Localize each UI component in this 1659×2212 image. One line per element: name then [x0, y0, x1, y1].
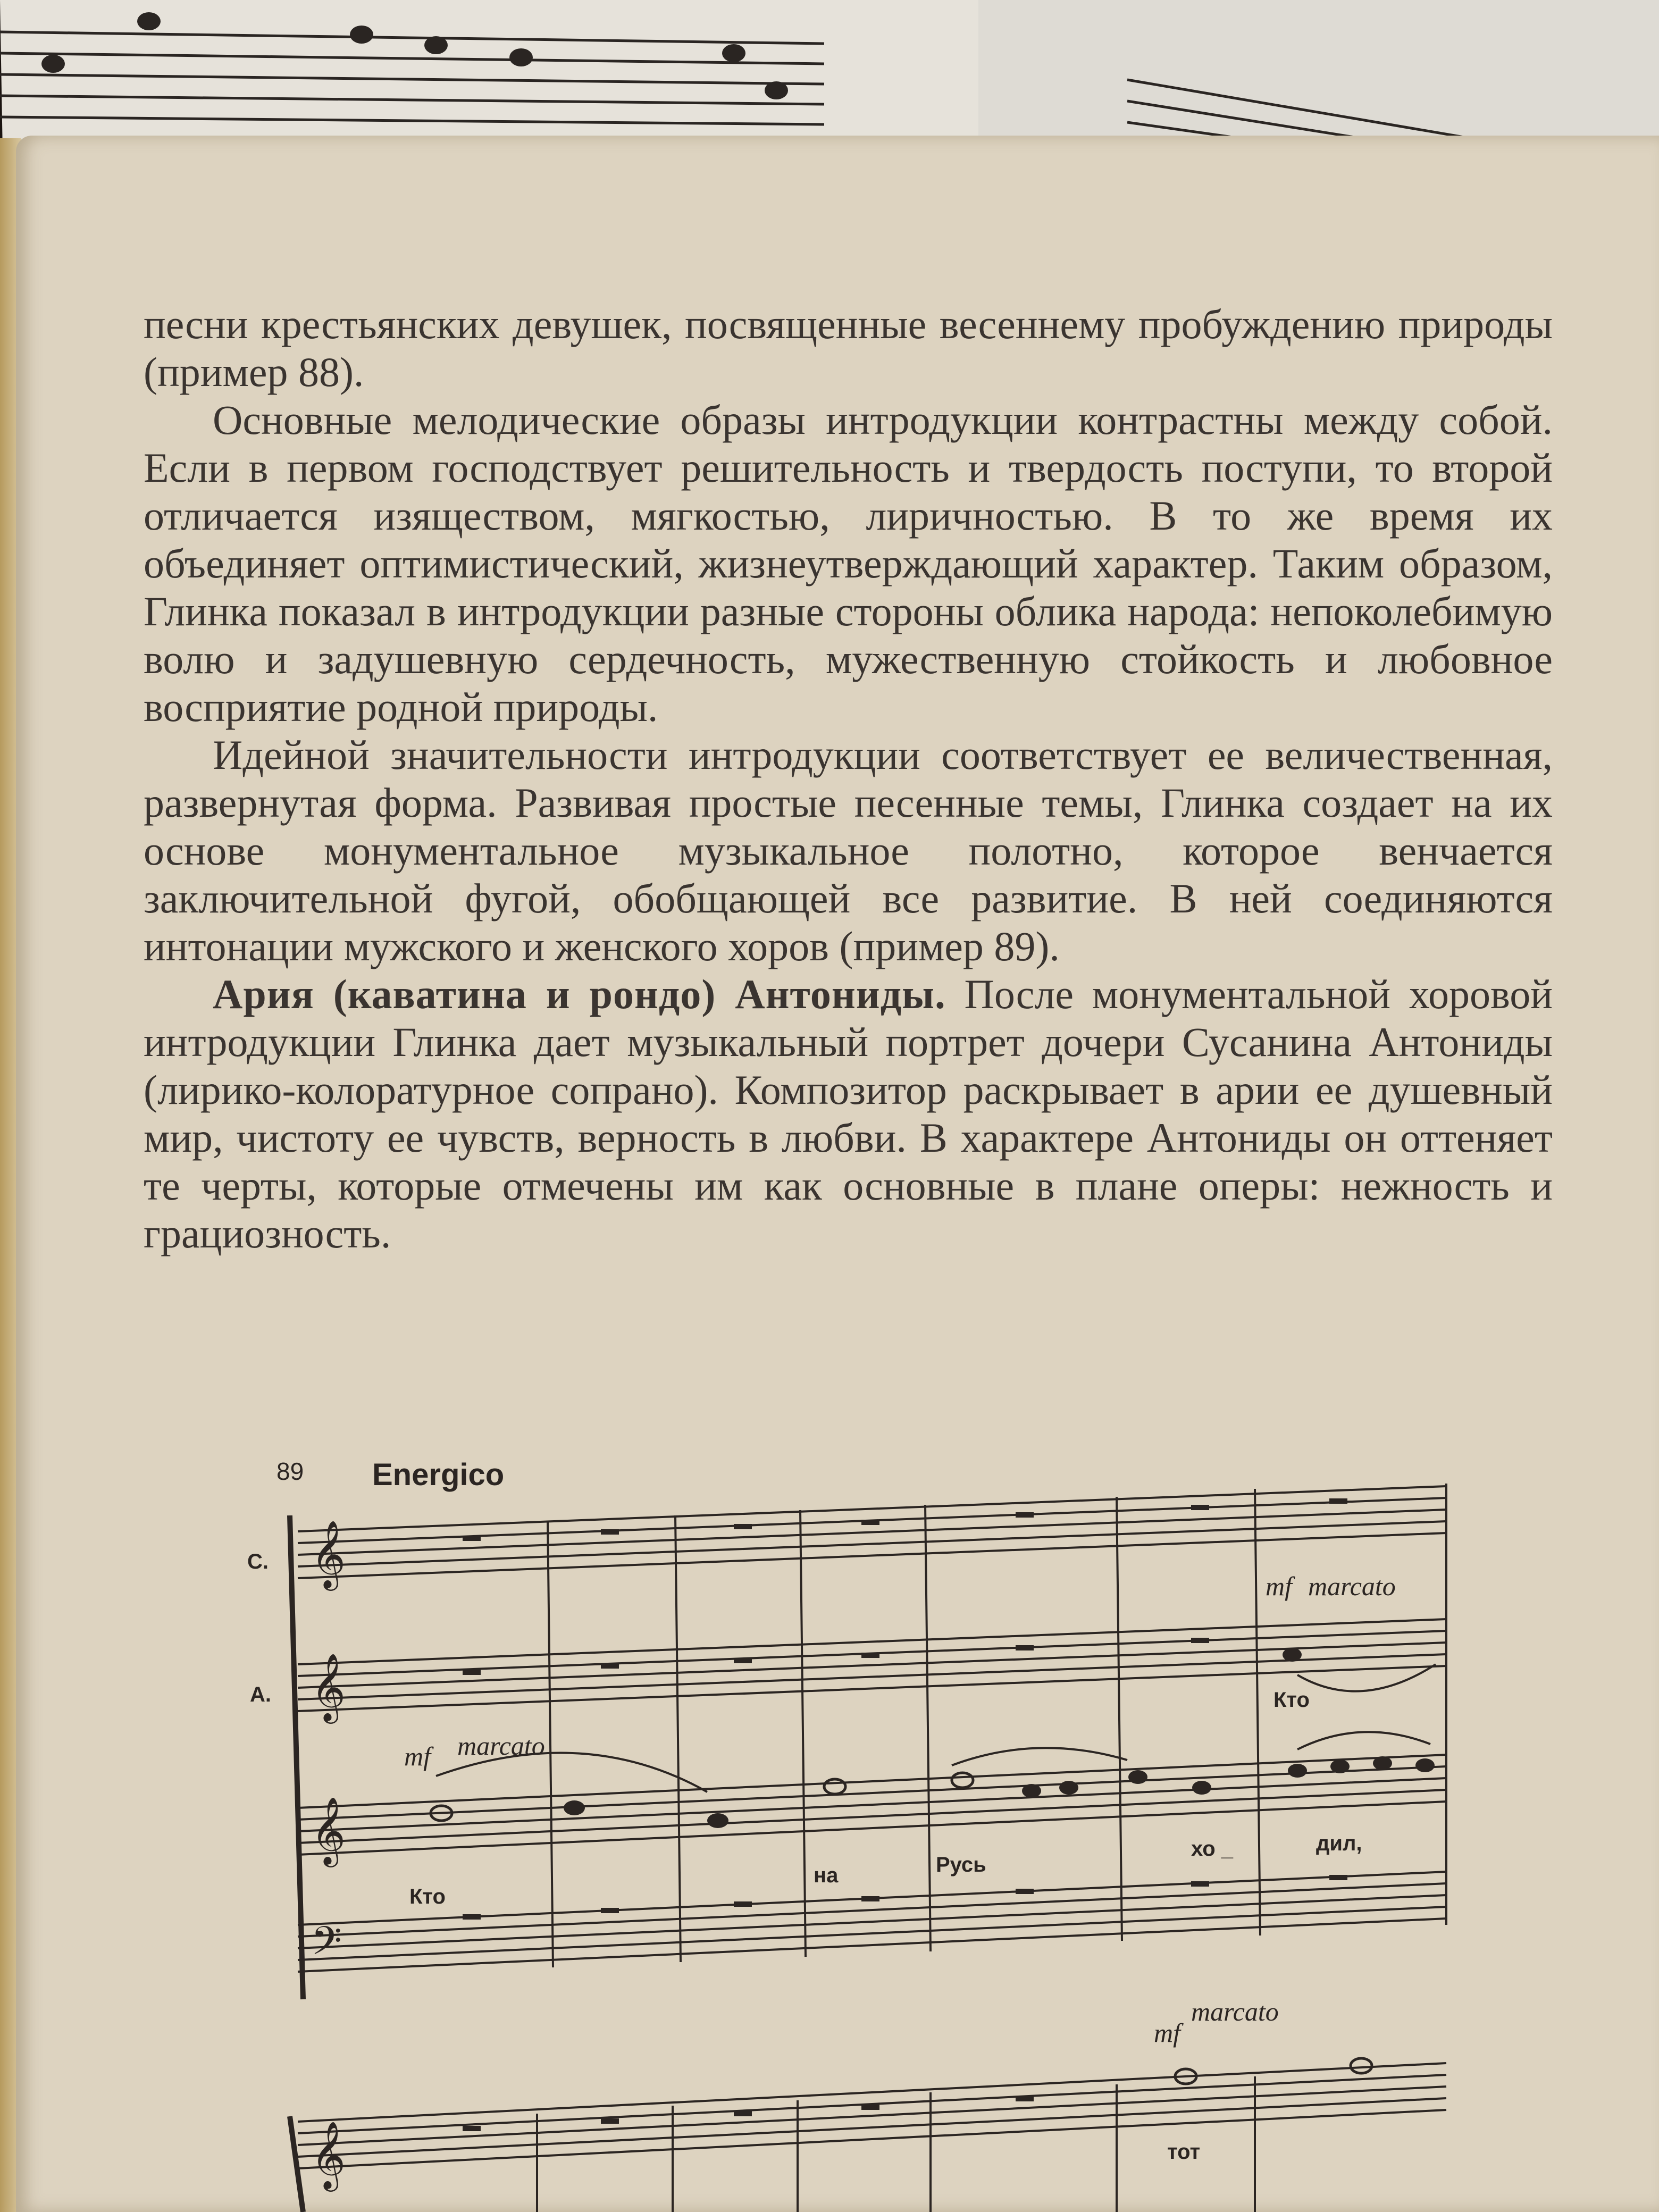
tempo-marking: Energico — [372, 1457, 505, 1492]
barlines — [548, 1484, 1446, 1967]
treble-clef-system-2: 𝄞 — [311, 2123, 346, 2188]
lyric-tenor-1: Кто — [409, 1885, 446, 1908]
example-number: 89 — [276, 1457, 304, 1485]
staff-bass — [298, 1872, 1446, 1972]
system-bracket — [290, 1515, 303, 1999]
paragraph-1: песни крестьянских девушек, посвященные весеннему пробуждению природы (пример 88). — [144, 301, 1553, 395]
dynamic-mf-3: mf — [1154, 2018, 1180, 2048]
lyric-tenor-5: дил, — [1316, 1832, 1362, 1855]
paragraph-3: Идейной значительности интродукции соответствует ее величественная, развернутая форма. Развивая простые песенные темы, Глинка создает на их основе монументальное музыкальное полотно, которое венчается заключительной фугой, обобщающей все развитие. В ней соединяются интонации мужского и женского хоров (пример 89). — [144, 732, 1553, 969]
lyric-tenor-4: хо _ — [1191, 1837, 1234, 1861]
lyric-alto-1: Кто — [1273, 1688, 1310, 1712]
expression-marcato-3: marcato — [1191, 1997, 1279, 2026]
aria-heading: Ария (каватина и рондо) Антониды. — [213, 971, 946, 1017]
treble-clef-soprano: 𝄞 — [311, 1522, 346, 1587]
dynamic-mf-1: mf — [1266, 1571, 1292, 1601]
expression-marcato-2: marcato — [457, 1731, 545, 1761]
aria-text: После монументальной хоровой интродукции Глинка дает музыкальный портрет дочери Сусанина Антониды (лирико-колоратурное сопрано). Композитор раскрывает в арии ее душевный мир, чистоту ее чувств, верность в любви. В характере Антониды он оттеняет те черты, которые отмечены им как основные в плане оперы: нежность и грациозность. — [144, 971, 1553, 1256]
bass-clef: 𝄢 — [311, 1920, 342, 1973]
voice-label-soprano: С. — [247, 1550, 269, 1573]
staff-tenor — [298, 1755, 1446, 1855]
staff-soprano — [298, 1486, 1446, 1578]
lyric-tenor-3: Русь — [936, 1853, 986, 1876]
dynamic-mf-2: mf — [404, 1741, 431, 1771]
treble-clef-alto: 𝄞 — [311, 1655, 346, 1720]
lyric-system-2: тот — [1167, 2140, 1201, 2164]
paragraph-2: Основные мелодические образы интродукции контрастны между собой. Если в первом господствует решительность и твердость поступи, то второй отличается изяществом, мягкостью, лиричностью. В то же время их объединяет оптимистический, жизнеутверждающий характер. Таким образом, Глинка показал в интродукции разные стороны облика народа: непоколебимую волю и задушевную сердечность, мужественную стойкость и любовное восприятие родной природы. — [144, 397, 1553, 730]
voice-label-alto: А. — [250, 1683, 271, 1706]
lyric-tenor-2: на — [814, 1864, 839, 1887]
treble-clef-tenor: 𝄞 — [311, 1798, 346, 1863]
staff-system-2 — [290, 2063, 1446, 2212]
expression-marcato-1: marcato — [1308, 1571, 1396, 1601]
